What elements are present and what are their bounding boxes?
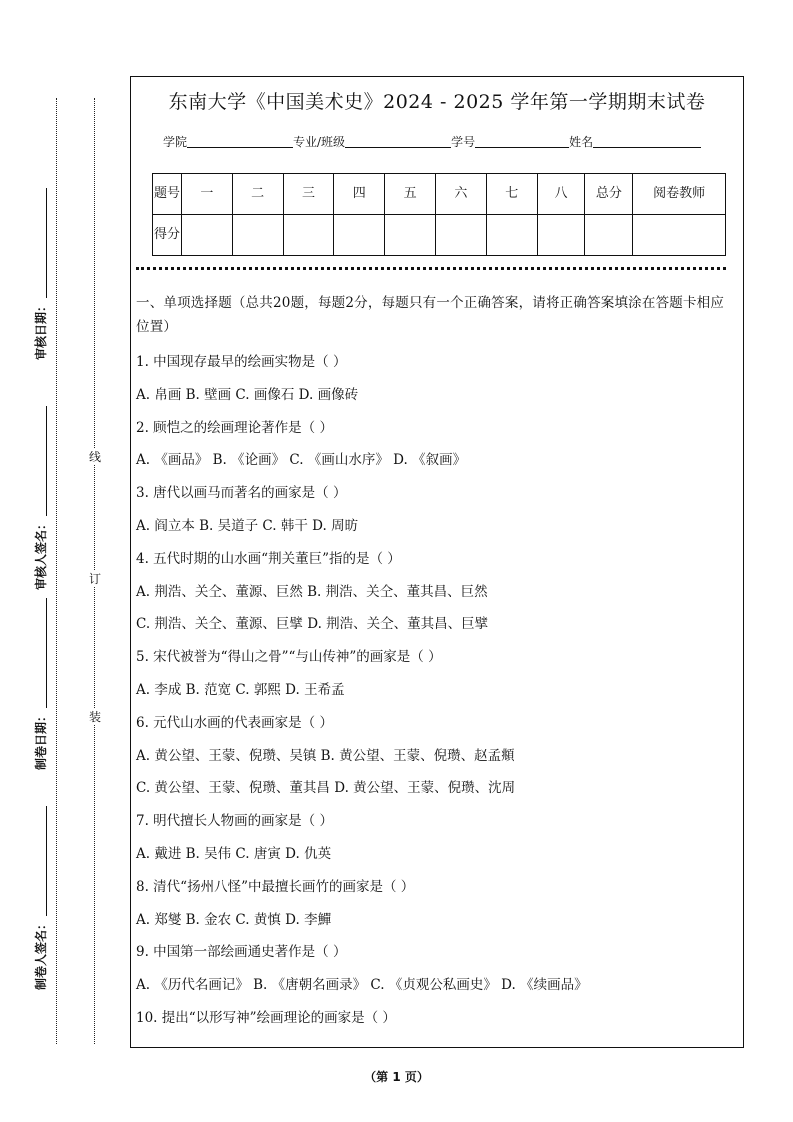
maker-signature-field — [32, 806, 49, 990]
question-stem: 6. 元代山水画的代表画家是（ ） — [136, 714, 333, 731]
exam-title: 东南大学《中国美术史》2024 - 2025 学年第一学期期末试卷 — [168, 91, 706, 113]
reviewer-signature-label: 审核人签名： — [34, 517, 48, 590]
maker-signature-label: 制卷人签名： — [34, 917, 48, 990]
dotted-separator — [136, 267, 726, 270]
score-table-header-row — [153, 174, 726, 215]
score-cell-3[interactable] — [283, 215, 334, 256]
exam-frame — [130, 76, 744, 1048]
score-cell-6[interactable] — [435, 215, 486, 256]
reviewer-signature-field — [32, 406, 49, 590]
question-options: A. 《历代名画记》 B. 《唐朝名画录》 C. 《贞观公私画史》 D. 《续画品》 — [136, 977, 588, 994]
question-stem: 9. 中国第一部绘画通史著作是（ ） — [136, 944, 347, 961]
score-cell-2[interactable] — [232, 215, 283, 256]
score-cell-7[interactable] — [486, 215, 537, 256]
question-section — [136, 291, 736, 1035]
header-cell-3: 三 — [283, 174, 334, 215]
score-cell-grader[interactable] — [633, 215, 726, 256]
question-stem: 2. 顾恺之的绘画理论著作是（ ） — [136, 419, 333, 436]
question-stem: 1. 中国现存最早的绘画实物是（ ） — [136, 354, 347, 370]
score-cell-8[interactable] — [537, 215, 585, 256]
student-info-row — [163, 133, 701, 150]
header-cell-5: 五 — [385, 174, 436, 215]
question-stem: 3. 唐代以画马而著名的画家是（ ） — [136, 485, 347, 502]
score-cell-1[interactable] — [181, 215, 232, 256]
binding-mark-order: 订 — [88, 572, 101, 586]
question-options: A. 黄公望、王蒙、倪瓒、吴镇 B. 黄公望、王蒙、倪瓒、赵孟頫 — [136, 747, 515, 764]
section-heading: 一、单项选择题（总共20题，每题2分，每题只有一个正确答案，请将正确答案填涂在答题卡相应位置） — [136, 295, 725, 335]
header-cell-grader: 阅卷教师 — [633, 174, 726, 215]
header-cell-4: 四 — [334, 174, 385, 215]
review-date-label: 审核日期： — [34, 299, 48, 360]
major-class-blank[interactable] — [345, 147, 451, 148]
score-table-score-row — [153, 215, 726, 256]
question-options: A. 荆浩、关仝、董源、巨然 B. 荆浩、关仝、董其昌、巨然 — [136, 583, 488, 600]
maker-date-field — [32, 598, 49, 770]
score-table — [152, 173, 726, 256]
question-options: A. 郑燮 B. 金农 C. 黄慎 D. 李鱓 — [136, 911, 332, 928]
page-number: （第 1 页） — [364, 1070, 429, 1084]
review-date-field — [32, 188, 49, 360]
score-cell-4[interactable] — [334, 215, 385, 256]
question-options: A. 阎立本 B. 吴道子 C. 韩干 D. 周昉 — [136, 517, 359, 534]
header-cell-2: 二 — [232, 174, 283, 215]
score-label-cell: 得分 — [153, 215, 182, 256]
maker-date-label: 制卷日期： — [34, 709, 48, 770]
college-blank[interactable] — [187, 147, 293, 148]
header-cell-total: 总分 — [585, 174, 633, 215]
binding-mark-bind: 装 — [88, 710, 101, 724]
question-stem: 4. 五代时期的山水画“荆关董巨”指的是（ ） — [136, 550, 401, 567]
question-options: C. 黄公望、王蒙、倪瓒、董其昌 D. 黄公望、王蒙、倪瓒、沈周 — [136, 780, 516, 797]
header-label-cell: 题号 — [153, 174, 182, 215]
student-id-blank[interactable] — [475, 147, 569, 148]
binding-margin — [0, 0, 128, 1122]
question-stem: 10. 提出“以形写神”绘画理论的画家是（ ） — [136, 1009, 396, 1026]
question-stem: 8. 清代“扬州八怪”中最擅长画竹的画家是（ ） — [136, 878, 415, 895]
field-label-college: 学院 — [163, 135, 188, 149]
header-cell-6: 六 — [435, 174, 486, 215]
name-blank[interactable] — [593, 147, 701, 148]
field-label-name: 姓名 — [569, 135, 594, 149]
header-cell-1: 一 — [181, 174, 232, 215]
question-stem: 5. 宋代被誉为“得山之骨”“与山传神”的画家是（ ） — [136, 649, 442, 666]
score-cell-5[interactable] — [385, 215, 436, 256]
question-stem: 7. 明代擅长人物画的画家是（ ） — [136, 813, 333, 830]
question-options: A. 帛画 B. 壁画 C. 画像石 D. 画像砖 — [136, 386, 359, 403]
field-label-student-id: 学号 — [451, 135, 476, 149]
question-options: A. 《画品》 B. 《论画》 C. 《画山水序》 D. 《叙画》 — [136, 452, 467, 469]
header-cell-7: 七 — [486, 174, 537, 215]
question-options: A. 李成 B. 范宽 C. 郭熙 D. 王希孟 — [136, 681, 345, 698]
binding-dotted-line-outer — [56, 98, 57, 1044]
score-cell-total[interactable] — [585, 215, 633, 256]
question-options: A. 戴进 B. 吴伟 C. 唐寅 D. 仇英 — [136, 845, 332, 862]
field-label-major-class: 专业/班级 — [293, 135, 346, 149]
binding-mark-line: 线 — [88, 450, 101, 464]
header-cell-8: 八 — [537, 174, 585, 215]
question-options: C. 荆浩、关仝、董源、巨擘 D. 荆浩、关仝、董其昌、巨擘 — [136, 616, 489, 633]
